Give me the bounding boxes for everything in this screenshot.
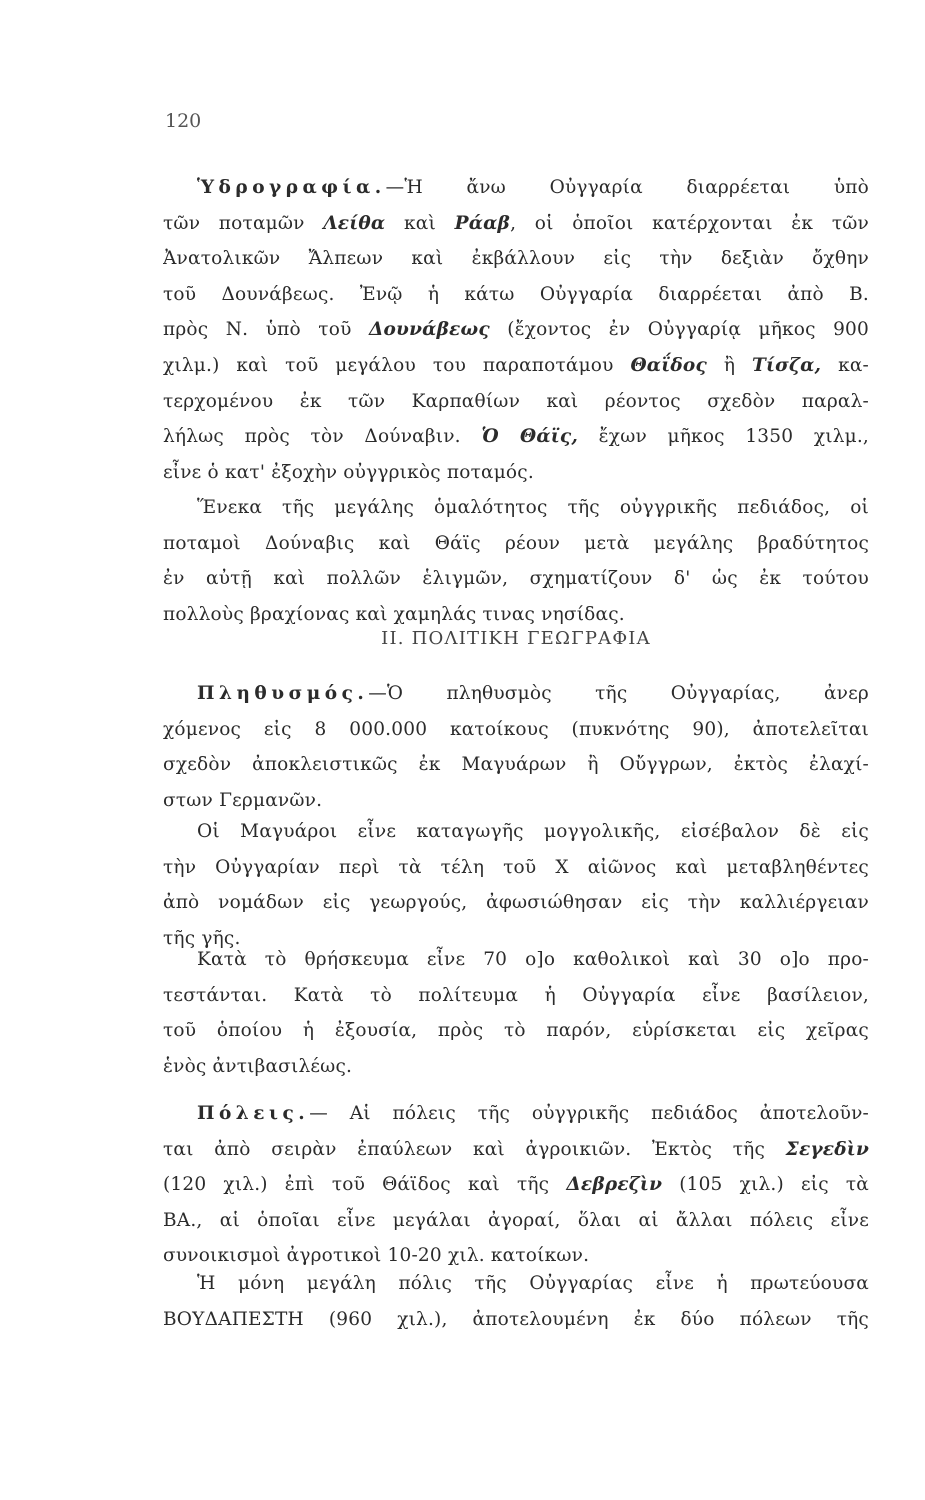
text-line: Οἱ Μαγυάροι εἶνε καταγωγῆς μογγολικῆς, εἰσέβαλον δὲ εἰς [197, 821, 869, 842]
text-line: ἑνὸς ἀντιβασιλέως. [163, 1055, 353, 1077]
river-thais: Θαΐδος [630, 354, 707, 376]
text-line: τῆς γῆς. [163, 927, 241, 949]
text-span: κα- [821, 354, 869, 376]
text-line: χόμενος εἰς 8 000.000 κατοίκους (πυκνότης 90), ἀποτελεῖται [163, 718, 869, 740]
heading-hydrography: Ὑδρογραφία. [197, 177, 386, 198]
text-line: στων Γερμανῶν. [163, 789, 323, 811]
text-line [163, 206, 869, 242]
text-span: ται ἀπὸ σειρὰν ἐπαύλεων καὶ ἀγροικιῶν. Ἐκτὸς τῆς [163, 1138, 786, 1160]
section-title: II. ΠΟΛΙΤΙΚΗ ΓΕΩΓΡΑΦΙΑ [381, 628, 651, 649]
text-span: χιλμ.) καὶ τοῦ μεγάλου του παραποτάμου [163, 354, 631, 376]
text-span: ἔχων μῆκος 1350 χιλμ., [578, 426, 869, 448]
river-tisza: Τίσζα, [752, 354, 822, 376]
text-span: (120 χιλ.) ἐπὶ τοῦ Θάϊδος καὶ τῆς [163, 1174, 567, 1196]
text-span: ἢ [706, 354, 752, 376]
paragraph-cities [163, 1096, 869, 1274]
text-span: λήλως πρὸς τὸν Δούναβιν. [163, 426, 482, 448]
text-span: —Ὁ πληθυσμὸς τῆς Οὐγγαρίας, ἀνερ [368, 683, 869, 704]
heading-population: Πληθυσμός. [197, 683, 369, 704]
text-line [163, 312, 869, 348]
text-span: — Αἱ πόλεις τῆς οὐγγρικῆς πεδιάδος ἀποτελοῦν- [309, 1103, 869, 1124]
text-line: ἐν αὐτῇ καὶ πολλῶν ἑλιγμῶν, σχηματίζουν δ' ὡς ἐκ τούτου [163, 568, 869, 590]
text-line: Ἕνεκα τῆς μεγάλης ὁμαλότητος τῆς οὐγγρικῆς πεδιάδος, οἱ [197, 497, 869, 518]
river-raab: Ράαβ [454, 212, 511, 234]
river-thais-emphasis: Ὁ Θάϊς, [481, 426, 579, 448]
paragraph-population [163, 676, 869, 818]
text-line [163, 1132, 869, 1168]
text-line [163, 419, 869, 455]
city-debrecen: Δεβρεζὶν [566, 1174, 663, 1196]
text-line: τοῦ ὁποίου ἡ ἐξουσία, πρὸς τὸ παρόν, εὑρίσκεται εἰς χεῖρας [163, 1020, 869, 1042]
text-line: Ἡ μόνη μεγάλη πόλις τῆς Οὐγγαρίας εἶνε ἡ πρωτεύουσα [197, 1273, 869, 1294]
text-line [163, 170, 869, 206]
text-span: καὶ [385, 212, 455, 234]
river-leitha: Λείθα [323, 212, 386, 234]
text-span: πρὸς Ν. ὑπὸ τοῦ [163, 319, 369, 341]
river-danube: Δουνάβεως [368, 319, 490, 341]
text-line: Ἀνατολικῶν Ἄλπεων καὶ ἐκβάλλουν εἰς τὴν δεξιὰν ὄχθην [163, 248, 869, 270]
paragraph-hydrography [163, 170, 869, 490]
text-line: συνοικισμοὶ ἀγροτικοὶ 10-20 χιλ. κατοίκων. [163, 1245, 590, 1267]
text-line: ἀπὸ νομάδων εἰς γεωργούς, ἀφωσιώθησαν εἰς τὴν καλλιέργειαν [163, 892, 869, 914]
heading-cities: Πόλεις. [197, 1103, 310, 1124]
page-number: 120 [165, 110, 202, 132]
text-line [163, 1167, 869, 1203]
text-line: τὴν Οὐγγαρίαν περὶ τὰ τέλη τοῦ Χ αἰῶνος καὶ μεταβληθέντες [163, 856, 869, 878]
text-line: τερχομένου ἐκ τῶν Καρπαθίων καὶ ρέοντος σχεδὸν παραλ- [163, 390, 869, 412]
text-line: τοῦ Δουνάβεως. Ἐνῷ ἡ κάτω Οὐγγαρία διαρρέεται ἀπὸ Β. [163, 283, 869, 305]
text-span: —Ἡ ἄνω Οὐγγαρία διαρρέεται ὑπὸ [385, 177, 869, 198]
text-line: Κατὰ τὸ θρήσκευμα εἶνε 70 ο]ο καθολικοὶ καὶ 30 ο]ο προ- [197, 949, 869, 970]
city-szeged: Σεγεδὶν [785, 1138, 869, 1160]
paragraph-magyars [163, 814, 869, 956]
text-line: σχεδὸν ἀποκλειστικῶς ἐκ Μαγυάρων ἢ Οὔγγρων, ἐκτὸς ἐλαχί- [163, 754, 869, 776]
text-line [163, 1096, 869, 1132]
text-span: (105 χιλ.) εἰς τὰ [662, 1174, 869, 1196]
paragraph-religion [163, 942, 869, 1084]
text-line: εἶνε ὁ κατ' ἐξοχὴν οὐγγρικὸς ποταμός. [163, 461, 534, 483]
text-line: ποταμοὶ Δούναβις καὶ Θάϊς ρέουν μετὰ μεγάλης βραδύτητος [163, 532, 869, 554]
text-span: (ἔχοντος ἐν Οὐγγαρίᾳ μῆκος 900 [489, 319, 869, 341]
text-line [163, 348, 869, 384]
text-line: τεστάνται. Κατὰ τὸ πολίτευμα ἡ Οὐγγαρία εἶνε βασίλειον, [163, 984, 869, 1006]
paragraph-budapest [163, 1266, 869, 1337]
text-line [163, 676, 869, 712]
text-span: τῶν ποταμῶν [163, 212, 324, 234]
paragraph-plain [163, 490, 869, 632]
text-line: ΒΑ., αἱ ὁποῖαι εἶνε μεγάλαι ἀγοραί, ὅλαι αἱ ἄλλαι πόλεις εἶνε [163, 1209, 869, 1231]
text-line: ΒΟΥΔΑΠΕΣΤΗ (960 χιλ.), ἀποτελουμένη ἐκ δύο πόλεων τῆς [163, 1308, 869, 1330]
text-span: , οἱ ὁποῖοι κατέρχονται ἐκ τῶν [510, 212, 869, 234]
text-line: πολλοὺς βραχίονας καὶ χαμηλάς τινας νησίδας. [163, 603, 625, 625]
